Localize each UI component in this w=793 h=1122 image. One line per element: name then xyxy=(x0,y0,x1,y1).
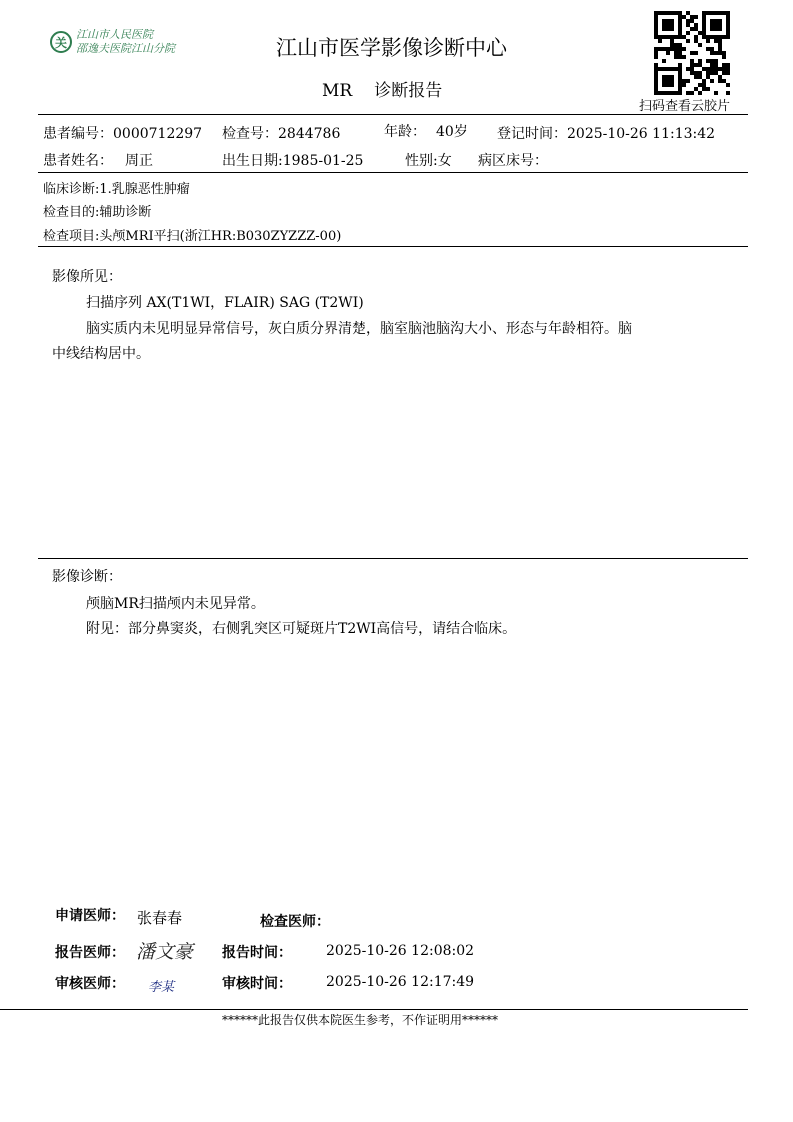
exam-item: 检查项目:头颅MRI平扫(浙江HR:B030ZYZZZ-00) xyxy=(43,229,342,244)
review-time-label: 审核时间： xyxy=(222,976,292,992)
requesting-doctor-label: 申请医师： xyxy=(55,908,125,924)
report-subtitle xyxy=(322,76,442,101)
examining-doctor-label: 检查医师： xyxy=(260,914,330,930)
diagnosis-line: 颅脑MR扫描颅内未见异常。 xyxy=(86,596,265,612)
exam-purpose: 检查目的:辅助诊断 xyxy=(43,205,152,220)
findings-label: 影像所见： xyxy=(52,269,122,285)
exam-no: 检查号：2844786 xyxy=(222,126,341,142)
report-time: 2025-10-26 12:08:02 xyxy=(326,943,475,959)
hospital-logo xyxy=(50,28,175,56)
requesting-doctor: 张春春 xyxy=(137,909,183,927)
patient-name: 患者姓名： 周正 xyxy=(43,153,153,169)
diagnosis-label: 影像诊断： xyxy=(52,569,122,585)
registration-time: 登记时间：2025-10-26 11:13:42 xyxy=(497,126,716,142)
qr-caption: 扫码查看云胶片 xyxy=(639,99,731,114)
clinical-diagnosis: 临床诊断:1.乳腺恶性肿瘤 xyxy=(43,182,190,197)
review-time: 2025-10-26 12:17:49 xyxy=(326,974,475,990)
report-time-label: 报告时间： xyxy=(222,945,292,961)
logo-line2: 邵逸夫医院江山分院 xyxy=(76,42,175,55)
reporting-doctor-label: 报告医师： xyxy=(55,945,125,961)
reviewing-doctor-label: 审核医师： xyxy=(55,976,125,992)
modality: MR xyxy=(322,81,353,101)
page-title: 江山市医学影像诊断中心 xyxy=(276,36,507,60)
subtitle-text: 诊断报告 xyxy=(374,81,443,101)
logo-icon: 关 xyxy=(50,31,72,53)
logo-line1: 江山市人民医院 xyxy=(76,28,153,41)
qr-code[interactable] xyxy=(654,11,730,95)
footer-note: ******此报告仅供本院医生参考，不作证明用****** xyxy=(222,1013,499,1027)
findings-line: 中线结构居中。 xyxy=(52,346,150,362)
age: 年龄： 40岁 xyxy=(384,124,468,140)
reviewing-doctor-signature: 李某 xyxy=(148,980,175,995)
patient-id: 患者编号：0000712297 xyxy=(43,126,203,142)
sex: 性别:女 xyxy=(405,153,452,169)
findings-line: 脑实质内未见明显异常信号，灰白质分界清楚，脑室脑池脑沟大小、形态与年龄相符。脑 xyxy=(86,321,632,337)
reporting-doctor-signature: 潘文豪 xyxy=(136,941,194,963)
diagnosis-line: 附见：部分鼻窦炎，右侧乳突区可疑斑片T2WI高信号，请结合临床。 xyxy=(86,621,517,637)
birth-date: 出生日期:1985-01-25 xyxy=(222,153,364,169)
findings-line: 扫描序列 AX(T1WI，FLAIR) SAG (T2WI) xyxy=(86,295,364,311)
ward-bed: 病区床号： xyxy=(478,153,548,169)
